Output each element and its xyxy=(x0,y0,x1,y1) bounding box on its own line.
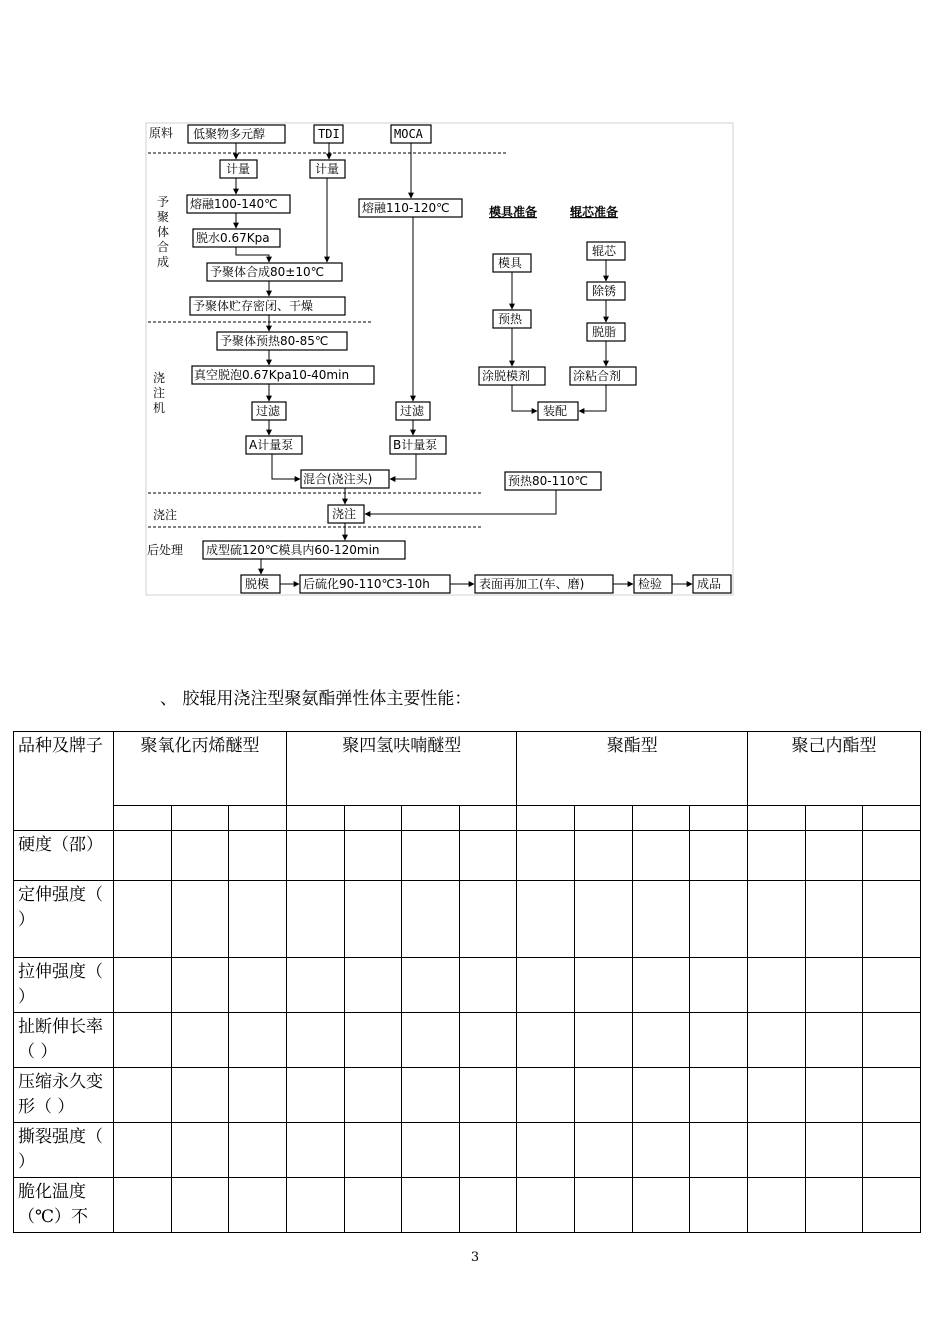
label-raw: 原料 xyxy=(149,126,174,140)
text-polyol: 低聚物多元醇 xyxy=(193,127,266,141)
text-core: 辊芯 xyxy=(592,244,617,258)
text-tdi: TDI xyxy=(318,127,340,141)
label-prepolymer-5: 成 xyxy=(157,255,170,269)
group-polyester: 聚酯型 xyxy=(517,732,748,806)
table-row xyxy=(14,958,921,1013)
row-label: 拉伸强度（ ） xyxy=(14,958,114,1013)
group-pcl: 聚己内酯型 xyxy=(748,732,921,806)
text-postcure: 后硫化90-110℃3-10h xyxy=(303,577,430,591)
text-pump-b: B计量泵 xyxy=(393,438,438,452)
row-label: 撕裂强度（ ） xyxy=(14,1123,114,1178)
label-prepolymer-2: 聚 xyxy=(157,210,170,224)
label-prepolymer-3: 体 xyxy=(157,225,170,239)
table-row xyxy=(14,1013,921,1068)
text-pump-a: A计量泵 xyxy=(249,438,294,452)
table-row xyxy=(14,1178,921,1233)
text-product: 成品 xyxy=(697,577,722,591)
label-machine-1: 浇 xyxy=(153,371,166,385)
table-row xyxy=(14,1123,921,1178)
text-assemble: 装配 xyxy=(543,404,568,418)
row-label: 定伸强度（ ） xyxy=(14,881,114,958)
text-melt1: 熔融100-140℃ xyxy=(190,197,278,211)
text-moca: MOCA xyxy=(394,127,423,141)
header-row xyxy=(14,732,921,806)
row-label: 硬度（邵） xyxy=(14,831,114,881)
text-pour: 浇注 xyxy=(332,507,357,521)
group-ptmg: 聚四氢呋喃醚型 xyxy=(286,732,517,806)
page-number: 3 xyxy=(470,1250,480,1265)
label-pour: 浇注 xyxy=(153,508,178,522)
row-label: 扯断伸长率（ ） xyxy=(14,1013,114,1068)
label-machine-2: 注 xyxy=(153,386,166,400)
text-inspect: 检验 xyxy=(638,577,663,591)
text-release: 涂脱模剂 xyxy=(482,369,531,383)
text-prepoly-heat: 予聚体预热80-85℃ xyxy=(220,334,329,348)
text-meter2: 计量 xyxy=(315,162,340,176)
text-prepoly-store: 予聚体贮存密闭、干燥 xyxy=(193,299,314,313)
subheader-row xyxy=(14,806,921,831)
table-row xyxy=(14,881,921,958)
label-prepolymer-4: 合 xyxy=(157,240,170,254)
properties-table xyxy=(13,731,921,1233)
text-prepoly-synth: 予聚体合成80±10℃ xyxy=(210,265,325,279)
text-demold: 脱模 xyxy=(245,577,270,591)
corner-cell: 品种及牌子 xyxy=(14,732,114,831)
text-mix: 混合(浇注头) xyxy=(303,472,373,486)
text-surface: 表面再加工(车、磨) xyxy=(479,577,585,591)
text-degrease: 脱脂 xyxy=(592,325,617,339)
table-row xyxy=(14,1068,921,1123)
text-filter-b: 过滤 xyxy=(400,404,425,418)
text-filter-a: 过滤 xyxy=(256,404,281,418)
text-mold-preheat: 预热 xyxy=(498,312,523,326)
text-moca-melt: 熔融110-120℃ xyxy=(362,201,450,215)
row-label: 压缩永久变形（ ） xyxy=(14,1068,114,1123)
text-preheat: 预热80-110℃ xyxy=(508,474,588,488)
text-mold: 模具 xyxy=(498,256,523,270)
row-label: 脆化温度（℃）不 xyxy=(14,1178,114,1233)
table-caption: 、 胶辊用浇注型聚氨酯弹性体主要性能： xyxy=(160,689,472,709)
text-vacuum: 真空脱泡0.67Kpa10-40min xyxy=(194,368,350,382)
table-row xyxy=(14,831,921,881)
core-prep-title: 辊芯准备 xyxy=(570,205,619,219)
group-ppo: 聚氧化丙烯醚型 xyxy=(114,732,287,806)
label-prepolymer-1: 予 xyxy=(157,195,170,209)
text-derust: 除锈 xyxy=(592,284,617,298)
text-adhesive: 涂粘合剂 xyxy=(573,369,622,383)
mold-prep-title: 模具准备 xyxy=(489,205,538,219)
text-meter1: 计量 xyxy=(226,162,251,176)
text-cure: 成型硫120℃模具内60-120min xyxy=(206,543,380,557)
label-post: 后处理 xyxy=(147,543,184,557)
text-dehydrate: 脱水0.67Kpa xyxy=(196,231,270,245)
label-machine-3: 机 xyxy=(153,401,166,415)
process-flowchart xyxy=(145,122,735,597)
